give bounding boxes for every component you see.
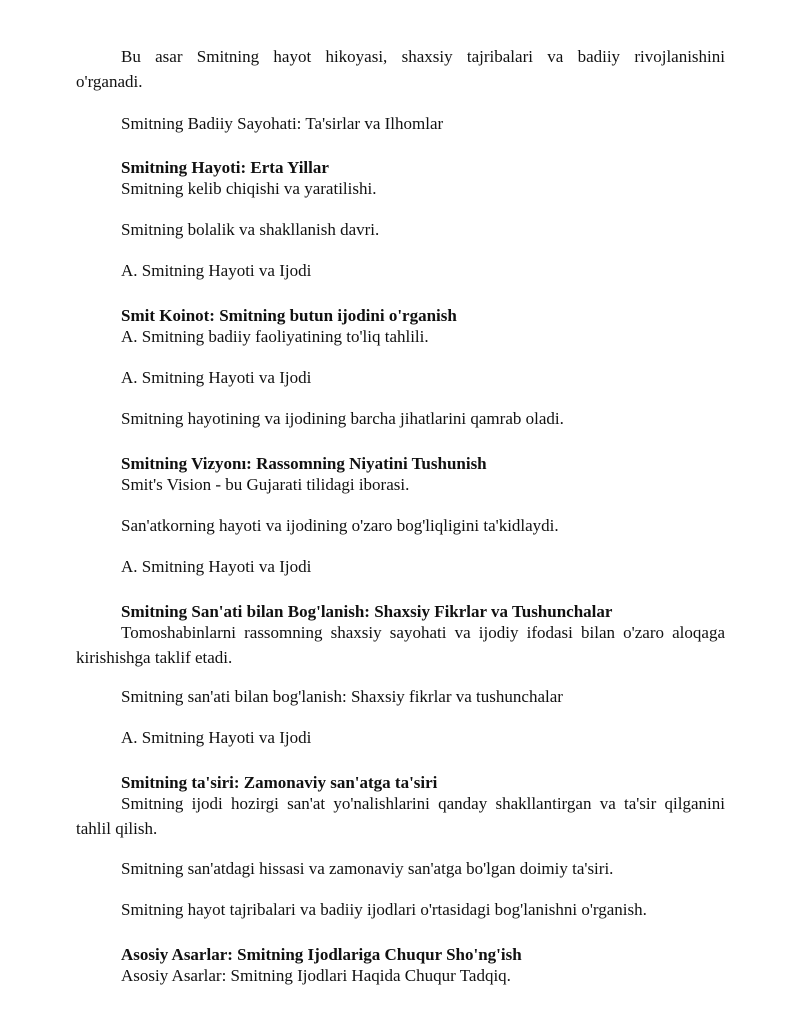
paragraph: Smitning kelib chiqishi va yaratilishi. xyxy=(121,179,377,198)
section-heading: Smitning Hayoti: Erta Yillar xyxy=(121,158,329,177)
paragraph: Smitning san'atdagi hissasi va zamonaviy san'atga bo'lgan doimiy ta'siri. xyxy=(121,859,614,878)
paragraph: Smitning Badiiy Sayohati: Ta'sirlar va Ilhomlar xyxy=(121,114,444,133)
section-heading: Smitning Vizyonı: Rassomning Niyatini Tushunish xyxy=(121,454,487,473)
paragraph: A. Smitning Hayoti va Ijodi xyxy=(121,368,312,387)
paragraph: Smit's Vision - bu Gujarati tilidagi iborasi. xyxy=(121,475,410,494)
paragraph: A. Smitning Hayoti va Ijodi xyxy=(121,557,312,576)
paragraph: A. Smitning Hayoti va Ijodi xyxy=(121,261,312,280)
paragraph-line: kirishishga taklif etadi. xyxy=(76,648,233,667)
paragraph: San'atkorning hayoti va ijodining o'zaro bog'liqligini ta'kidlaydi. xyxy=(121,516,559,535)
paragraph: Smitning bolalik va shakllanish davri. xyxy=(121,220,380,239)
section-heading: Smitning San'ati bilan Bog'lanish: Shaxsiy Fikrlar va Tushunchalar xyxy=(121,602,613,621)
paragraph-line: Tomoshabinlarni rassomning shaxsiy sayohati va ijodiy ifodasi bilan o'zaro aloqaga xyxy=(121,623,725,642)
paragraph: A. Smitning Hayoti va Ijodi xyxy=(121,728,312,747)
paragraph: Asosiy Asarlar: Smitning Ijodlari Haqida Chuqur Tadqiq. xyxy=(121,966,511,985)
paragraph: A. Smitning badiiy faoliyatining to'liq tahlili. xyxy=(121,327,429,346)
paragraph: Smitning hayotining va ijodining barcha jihatlarini qamrab oladi. xyxy=(121,409,564,428)
section-heading: Smit Koinot: Smitning butun ijodini o'rganish xyxy=(121,306,457,325)
paragraph: Smitning hayot tajribalari va badiiy ijodlari o'rtasidagi bog'lanishni o'rganish. xyxy=(121,900,647,919)
paragraph-line: Bu asar Smitning hayot hikoyasi, shaxsiy tajribalari va badiiy rivojlanishini xyxy=(121,47,725,66)
section-heading: Asosiy Asarlar: Smitning Ijodlariga Chuqur Sho'ng'ish xyxy=(121,945,522,964)
section-heading: Smitning ta'siri: Zamonaviy san'atga ta'siri xyxy=(121,773,438,792)
paragraph-line: Smitning ijodi hozirgi san'at yo'nalishlarini qanday shakllantirgan va ta'sir qilganini xyxy=(121,794,725,813)
paragraph-line: tahlil qilish. xyxy=(76,819,158,838)
paragraph: Smitning san'ati bilan bog'lanish: Shaxsiy fikrlar va tushunchalar xyxy=(121,687,563,706)
paragraph-line: o'rganadi. xyxy=(76,72,143,91)
